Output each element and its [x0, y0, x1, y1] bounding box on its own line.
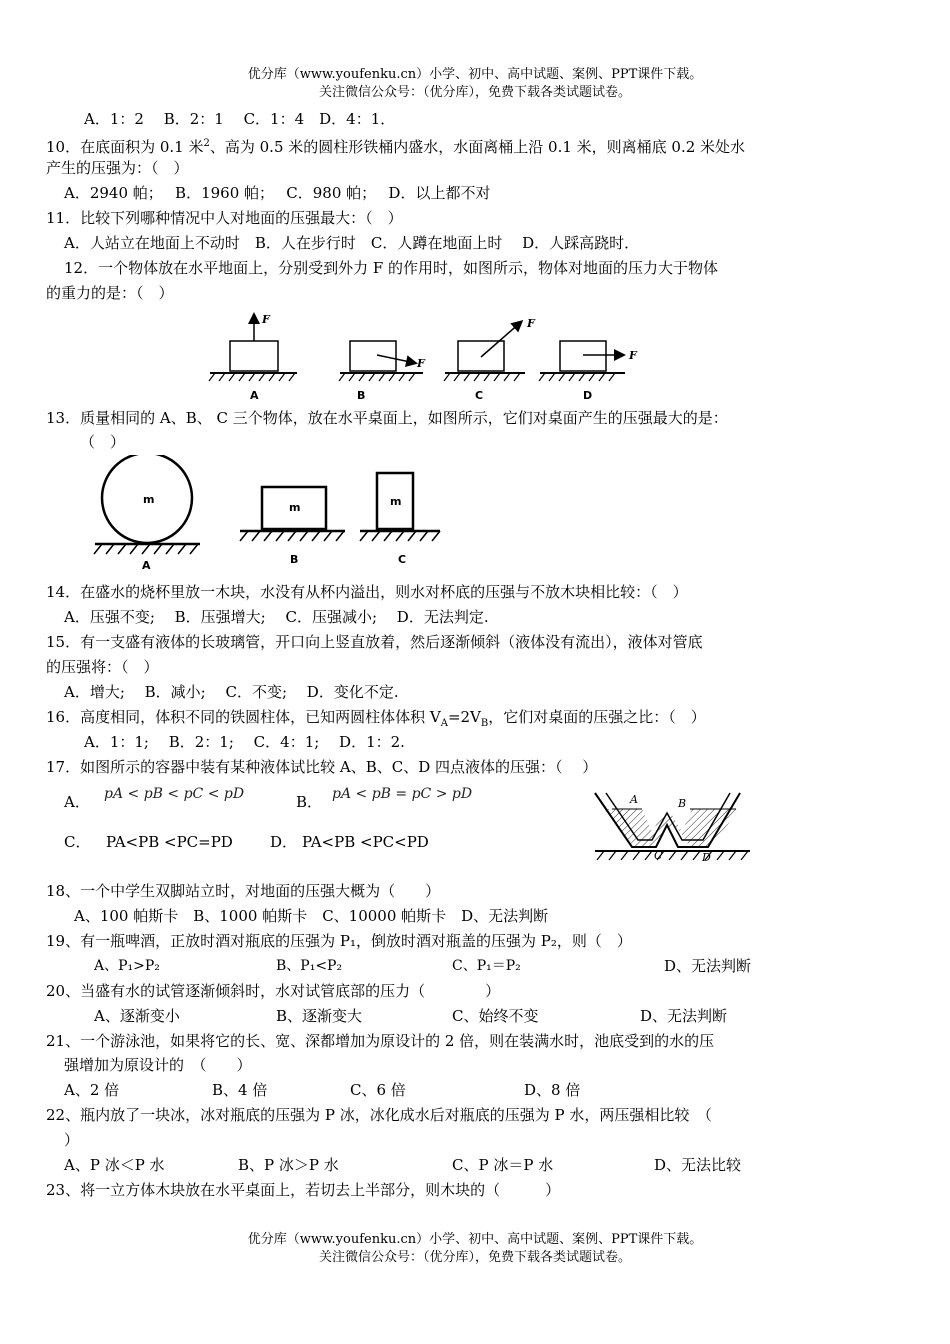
- q16-subA: A: [440, 718, 448, 729]
- q21-optB: B、4 倍: [212, 1081, 268, 1099]
- q16-line1b: =2V: [447, 708, 481, 726]
- q17-optA-label: A．: [64, 793, 90, 811]
- q11-line1: 11．比较下列哪种情况中人对地面的压强最大：（ ）: [46, 209, 403, 227]
- page-footer-line2: 关注微信公众号：（优分库），免费下载各类试题试卷。: [318, 1250, 631, 1265]
- q17-label-b: B: [678, 797, 687, 810]
- q19-optA: A、P₁>P₂: [94, 958, 160, 974]
- q12-fig-c: [444, 322, 525, 381]
- q10-line1a: 10．在底面积为 0.1 米: [46, 138, 204, 156]
- q17-optB-formula: pA < pB = pC > pD: [332, 786, 473, 802]
- q19-line1: 19、有一瓶啤酒，正放时酒对瓶底的压强为 P₁，倒放时酒对瓶盖的压强为 P₂，则（ ）: [46, 932, 632, 950]
- q20-optD: D、无法判断: [640, 1007, 728, 1025]
- q12-label-c: C: [475, 389, 484, 402]
- q12-force-label-c: F: [527, 317, 535, 330]
- q16-subB: B: [480, 718, 489, 729]
- q13-mass-b: m: [289, 501, 301, 514]
- q19-optB: B、P₁<P₂: [276, 958, 343, 974]
- q12-fig-d: [539, 341, 625, 381]
- q9-options: A．1：2 B．2：1 C．1：4 D．4：1．: [84, 110, 396, 128]
- q12-figure: [205, 305, 650, 405]
- q13-fig-b: [240, 487, 345, 541]
- q14-options: A．压强不变; B．压强增大; C．压强减小; D．无法判定.: [64, 608, 489, 626]
- q12-fig-a: [209, 315, 297, 381]
- q17-figure: [590, 785, 755, 870]
- q12-line1: 12．一个物体放在水平地面上，分别受到外力 F 的作用时，如图所示，物体对地面的压力大于物体: [64, 259, 719, 277]
- q11-options: A．人站立在地面上不动时 B．人在步行时 C．人蹲在地面上时 D．人踩高跷时．: [64, 234, 640, 252]
- q20-line1: 20、当盛有水的试管逐渐倾斜时，水对试管底部的压力（ ）: [46, 982, 501, 1000]
- q21-optD: D、8 倍: [524, 1081, 581, 1099]
- q17-optC-label: C．: [64, 833, 91, 851]
- q21-optC: C、6 倍: [350, 1081, 406, 1099]
- q10-options: A．2940 帕； B．1960 帕； C．980 帕； D．以上都不对: [64, 184, 491, 202]
- q21-line2: 强增加为原设计的 （ ）: [64, 1056, 252, 1074]
- q10-line1b: 、高为 0.5 米的圆柱形铁桶内盛水，水面离桶上沿 0.1 米，则离桶底 0.2 米处水: [209, 138, 746, 156]
- q17-label-d: D: [702, 851, 711, 864]
- q19-optC: C、P₁＝P₂: [452, 958, 521, 974]
- q16-line1c: ，它们对桌面的压强之比：（ ）: [488, 708, 706, 726]
- q14-line1: 14．在盛水的烧杯里放一木块，水没有从杯内溢出，则水对杯底的压强与不放木块相比较：（ ）: [46, 583, 688, 601]
- q22-optD: D、无法比较: [654, 1156, 742, 1174]
- page-footer-line1: 优分库（www.youfenku.cn）小学、初中、高中试题、案例、PPT课件下载。: [247, 1232, 703, 1247]
- q22-line2: ）: [64, 1131, 80, 1149]
- q16-line1: [46, 707, 706, 734]
- q13-mass-c: m: [390, 495, 402, 508]
- q15-options: A．增大; B．减小; C．不变; D．变化不定.: [64, 683, 399, 701]
- q15-line1: 15．有一支盛有液体的长玻璃管，开口向上竖直放着，然后逐渐倾斜（液体没有流出），液体对管底: [46, 633, 703, 651]
- q17-optC-formula: PA<PB <PC=PD: [106, 833, 233, 851]
- page-header-line1: 优分库（www.youfenku.cn）小学、初中、高中试题、案例、PPT课件下载。: [247, 67, 703, 82]
- q21-optA: A、2 倍: [64, 1081, 120, 1099]
- q10-line1: [46, 134, 745, 157]
- q17-optD-label: D．: [270, 833, 298, 851]
- q22-optC: C、P 冰＝P 水: [452, 1156, 554, 1174]
- q12-line2: 的重力的是：（ ）: [46, 284, 174, 302]
- q13-label-c: C: [398, 553, 407, 566]
- q13-mass-a: m: [143, 493, 155, 506]
- q22-optB: B、P 冰＞P 水: [238, 1156, 339, 1174]
- q17-line1: 17．如图所示的容器中装有某种液体试比较 A、B、C、D 四点液体的压强：（ ）: [46, 758, 598, 776]
- q17-optB-label: B．: [296, 793, 323, 811]
- q22-optA: A、P 冰＜P 水: [64, 1156, 165, 1174]
- q12-label-b: B: [357, 389, 366, 402]
- q20-optC: C、始终不变: [452, 1007, 539, 1025]
- q20-optA: A、逐渐变小: [94, 1007, 180, 1025]
- q13-label-b: B: [290, 553, 299, 566]
- q22-line1: 22、瓶内放了一块冰，冰对瓶底的压强为 P 冰，冰化成水后对瓶底的压强为 P 水，两压强相比较 （: [46, 1106, 712, 1124]
- q23-line1: 23、将一立方体木块放在水平桌面上，若切去上半部分，则木块的（ ）: [46, 1181, 561, 1199]
- q13-figure: [90, 455, 450, 575]
- q19-optD: D、无法判断: [664, 957, 752, 975]
- q12-fig-b: [339, 341, 423, 381]
- q13-label-a: A: [142, 559, 151, 572]
- q15-line2: 的压强将：（ ）: [46, 658, 159, 676]
- q21-line1: 21、一个游泳池，如果将它的长、宽、深都增加为原设计的 2 倍，则在装满水时，池底受到的水的压: [46, 1032, 715, 1050]
- q16-options: A．1：1; B．2：1; C．4：1; D．1：2.: [84, 733, 405, 751]
- q17-optD-formula: PA<PB <PC<PD: [302, 833, 429, 851]
- q18-options: A、100 帕斯卡 B、1000 帕斯卡 C、10000 帕斯卡 D、无法判断: [74, 907, 549, 925]
- q10-line2: 产生的压强为：（ ）: [46, 159, 189, 177]
- q18-line1: 18、一个中学生双脚站立时，对地面的压强大概为（ ）: [46, 882, 441, 900]
- q13-line2: （ ）: [80, 433, 126, 451]
- q17-label-a: A: [630, 793, 638, 806]
- q20-optB: B、逐渐变大: [276, 1007, 363, 1025]
- q12-label-a: A: [250, 389, 259, 402]
- page-header-line2: 关注微信公众号：（优分库），免费下载各类试题试卷。: [318, 85, 631, 100]
- q12-force-label-b: F: [417, 357, 425, 370]
- q12-label-d: D: [583, 389, 593, 402]
- q10-sup: 2: [203, 138, 210, 149]
- q13-line1: 13．质量相同的 A、B、 C 三个物体，放在水平桌面上，如图所示，它们对桌面产生的压强最大的是：: [46, 409, 728, 427]
- q12-force-label-a: F: [262, 313, 270, 326]
- q16-line1a: 16．高度相同，体积不同的铁圆柱体，已知两圆柱体体积 V: [46, 708, 441, 726]
- q17-optA-formula: pA < pB < pC < pD: [104, 786, 245, 802]
- q17-label-c: C: [654, 849, 663, 862]
- q12-force-label-d: F: [629, 349, 637, 362]
